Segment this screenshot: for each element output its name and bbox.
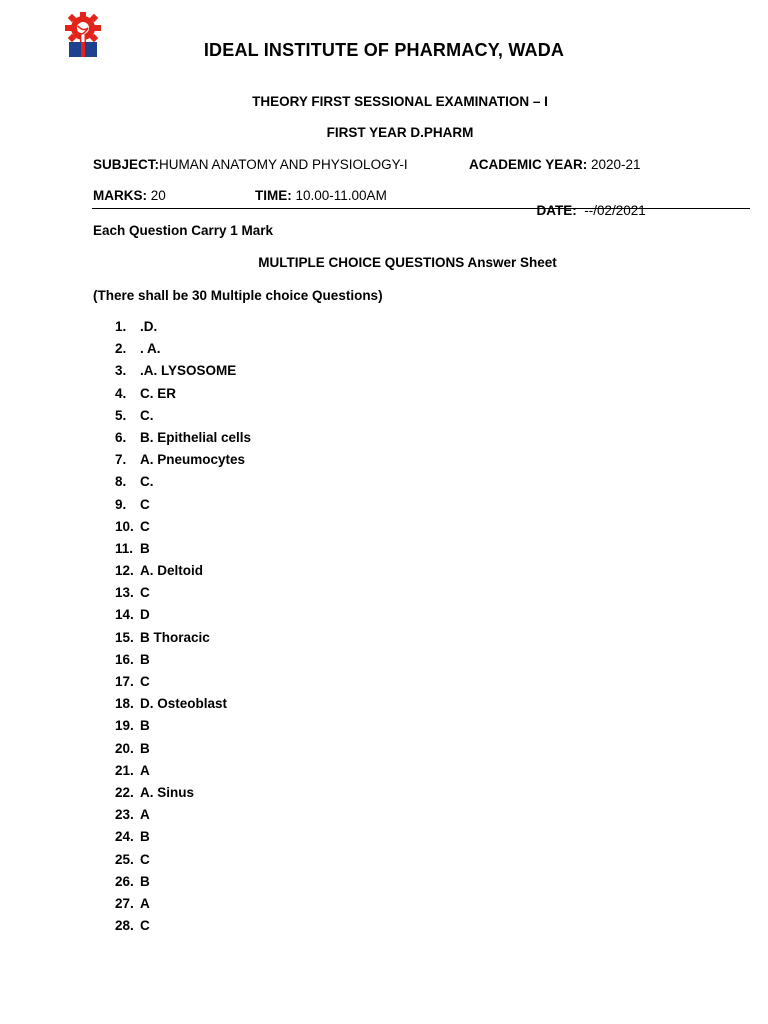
answer-text: C bbox=[140, 585, 150, 601]
answer-text: B bbox=[140, 740, 150, 756]
marks-line bbox=[93, 188, 166, 203]
answer-text: A bbox=[140, 762, 150, 778]
answer-number: 23. bbox=[115, 807, 134, 823]
answer-text: C bbox=[140, 851, 150, 867]
answer-number: 25. bbox=[115, 851, 134, 867]
answer-number: 1. bbox=[115, 319, 127, 334]
answer-number: 21. bbox=[115, 762, 134, 778]
answer-text: . A. bbox=[140, 341, 161, 357]
answer-text: B. Epithelial cells bbox=[140, 429, 252, 445]
answer-text: C. bbox=[140, 407, 154, 423]
time-line bbox=[255, 188, 387, 203]
answer-number: 6. bbox=[115, 429, 127, 445]
answer-number: 2. bbox=[115, 341, 127, 357]
marks-note: Each Question Carry 1 Mark bbox=[93, 223, 274, 238]
answer-number: 17. bbox=[115, 674, 134, 689]
answer-text: A. Pneumocytes bbox=[140, 452, 246, 468]
answer-number: 11. bbox=[115, 540, 134, 556]
answer-text: A bbox=[140, 895, 150, 911]
answer-text: B bbox=[140, 718, 150, 734]
subject-line bbox=[93, 157, 408, 172]
answer-number: 9. bbox=[115, 496, 127, 512]
answer-number: 27. bbox=[115, 895, 134, 911]
date-line bbox=[529, 188, 646, 218]
answer-number: 10. bbox=[115, 518, 134, 534]
answer-text: B bbox=[140, 829, 150, 845]
subject-label: SUBJECT: bbox=[93, 157, 160, 172]
answer-number: 22. bbox=[115, 784, 134, 800]
answer-text: C bbox=[140, 518, 150, 534]
marks-label: MARKS: bbox=[93, 188, 147, 203]
institute-title: IDEAL INSTITUTE OF PHARMACY, WADA bbox=[203, 40, 565, 60]
answer-text: C. ER bbox=[140, 385, 177, 401]
answer-number: 19. bbox=[115, 718, 134, 734]
answer-text: .A. LYSOSOME bbox=[140, 363, 237, 379]
marks-value: 20 bbox=[147, 188, 166, 203]
answer-number: 4. bbox=[115, 385, 127, 401]
header-divider bbox=[92, 208, 750, 209]
answer-number: 24. bbox=[115, 829, 134, 845]
answer-text: B Thoracic bbox=[140, 629, 210, 645]
question-count-note: (There shall be 30 Multiple choice Questions) bbox=[93, 288, 383, 303]
answer-text: B bbox=[140, 873, 150, 889]
date-value: --/02/2021 bbox=[576, 203, 646, 218]
academic-year-value: 2020-21 bbox=[587, 157, 641, 172]
answer-text: C bbox=[140, 918, 150, 934]
answer-number: 14. bbox=[115, 607, 134, 623]
answer-text: .D. bbox=[140, 319, 158, 334]
answer-sheet-title: MULTIPLE CHOICE QUESTIONS Answer Sheet bbox=[258, 255, 557, 270]
answer-number: 18. bbox=[115, 696, 134, 712]
subject-value: HUMAN ANATOMY AND PHYSIOLOGY-I bbox=[159, 157, 408, 172]
answer-text: A. Deltoid bbox=[140, 563, 203, 579]
time-value: 10.00-11.00AM bbox=[291, 188, 387, 203]
answer-number: 15. bbox=[115, 629, 134, 645]
answer-number: 3. bbox=[115, 363, 127, 379]
exam-title: THEORY FIRST SESSIONAL EXAMINATION – I bbox=[252, 94, 548, 109]
answer-text: B bbox=[140, 651, 150, 667]
answer-number: 26. bbox=[115, 873, 134, 889]
answer-number: 7. bbox=[115, 452, 127, 468]
answer-text: D. Osteoblast bbox=[140, 696, 228, 712]
answer-text: C bbox=[140, 496, 150, 512]
time-label: TIME: bbox=[255, 188, 292, 203]
answer-number: 8. bbox=[115, 474, 127, 490]
answer-number: 28. bbox=[115, 918, 134, 934]
answer-text: C bbox=[140, 674, 150, 689]
course-title: FIRST YEAR D.PHARM bbox=[326, 125, 474, 140]
academic-year-label: ACADEMIC YEAR: bbox=[469, 157, 588, 172]
answer-text: D bbox=[140, 607, 150, 623]
answer-text: A bbox=[140, 807, 150, 823]
date-label: DATE: bbox=[536, 203, 577, 218]
answer-text: A. Sinus bbox=[140, 784, 195, 800]
answer-text: C. bbox=[140, 474, 154, 490]
answer-number: 16. bbox=[115, 651, 134, 667]
answer-number: 12. bbox=[115, 563, 134, 579]
answer-number: 20. bbox=[115, 740, 134, 756]
academic-year-line bbox=[469, 157, 641, 172]
answer-text: B bbox=[140, 540, 150, 556]
answer-number: 13. bbox=[115, 585, 134, 601]
answer-number: 5. bbox=[115, 407, 127, 423]
